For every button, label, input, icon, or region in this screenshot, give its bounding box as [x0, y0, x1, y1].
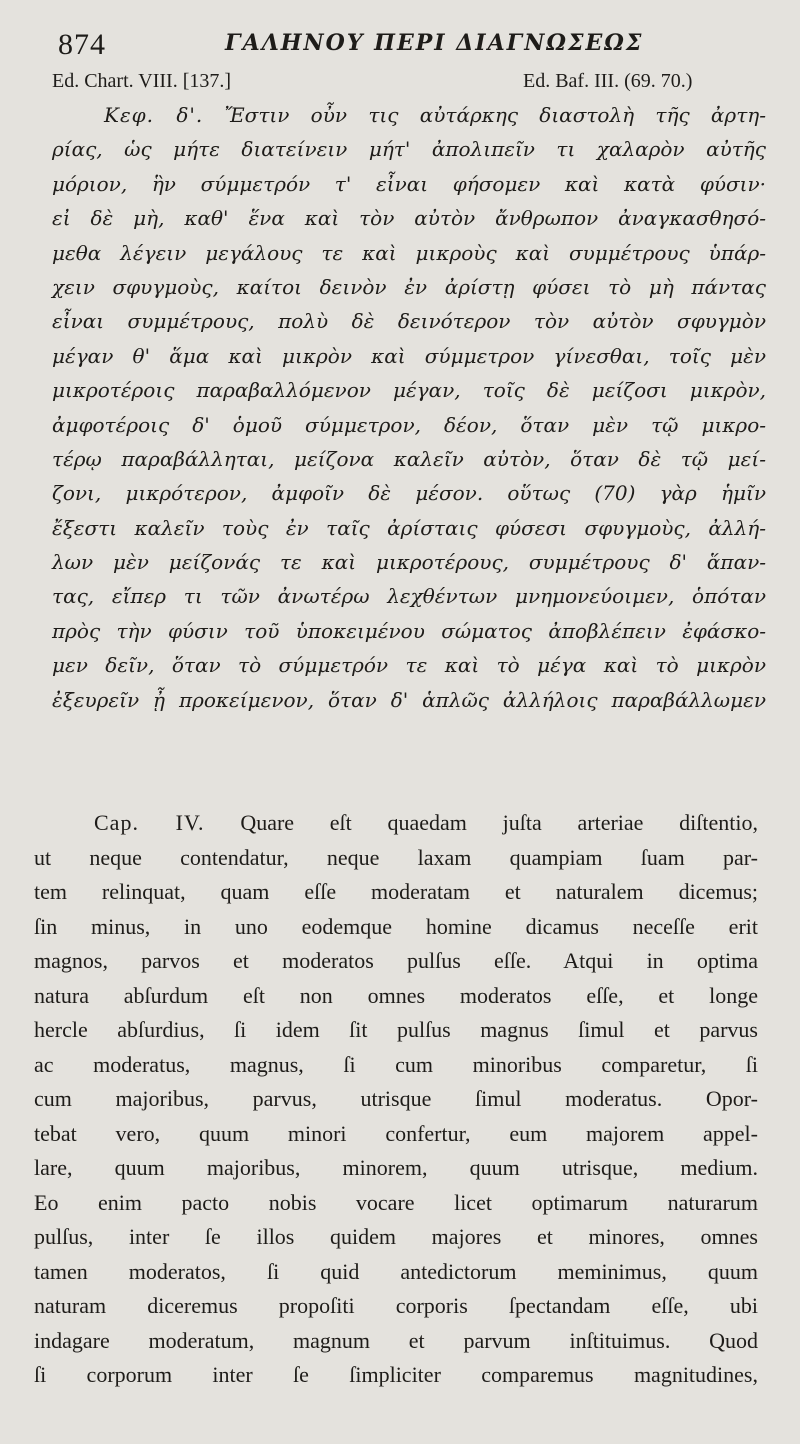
greek-line: ρίας, ὡς μήτε διατείνειν μήτ' ἀπολιπεῖν τι χαλαρὸν αὐτῆς	[52, 137, 766, 162]
greek-line: εἶναι συμμέτρους, πολὺ δὲ δεινότερον τὸν αὐτὸν σφυγμὸν	[52, 309, 766, 334]
edition-reference-right: Ed. Baf. III. (69. 70.)	[523, 70, 693, 92]
latin-line-text: Quare eſt quaedam juſta arteriae diſtentio,	[240, 810, 758, 835]
edition-reference-left: Ed. Chart. VIII. [137.]	[52, 70, 232, 92]
latin-chapter-label: Cap. IV.	[94, 810, 205, 835]
greek-line: εἰ δὲ μὴ, καθ' ἕνα καὶ τὸν αὐτὸν ἄνθρωπον ἀναγκασθησό-	[52, 206, 766, 231]
running-title: ΓΑΛΗΝΟΥ ΠΕΡΙ ΔΙΑΓΝΩΣΕΩΣ	[225, 30, 644, 56]
latin-line: lare, quum majoribus, minorem, quum utrisque, medium.	[34, 1155, 758, 1180]
greek-line: τας, εἴπερ τι τῶν ἀνωτέρω λεχθέντων μνημονεύοιμεν, ὁπόταν	[52, 584, 766, 609]
latin-line: cum majoribus, parvus, utrisque ſimul moderatus. Opor-	[34, 1086, 758, 1111]
greek-line: χειν σφυγμοὺς, καίτοι δεινὸν ἐν ἀρίστῃ φύσει τὸ μὴ πάντας	[52, 274, 766, 299]
page-number: 874	[58, 28, 106, 61]
greek-line: μικροτέροις παραβαλλόμενον μέγαν, τοῖς δὲ μείζοσι μικρὸν,	[52, 378, 766, 403]
latin-line: tamen moderatos, ſi quid antedictorum meminimus, quum	[34, 1258, 758, 1284]
latin-line: ut neque contendatur, neque laxam quampiam ſuam par-	[34, 844, 758, 870]
page-header	[0, 20, 800, 70]
latin-line: ſi corporum inter ſe ſimpliciter comparemus magnitudines,	[34, 1362, 758, 1387]
latin-line: naturam diceremus propoſiti corporis ſpectandam eſſe, ubi	[34, 1293, 758, 1318]
greek-line: ἀμφοτέροις δ' ὁμοῦ σύμμετρον, δέον, ὅταν μὲν τῷ μικρο-	[52, 412, 766, 437]
greek-line: μεθα λέγειν μεγάλους τε καὶ μικροὺς καὶ συμμέτρους ὑπάρ-	[52, 240, 766, 265]
greek-line-text: Ἔστιν οὖν τις αὐτάρκης διαστολὴ τῆς ἀρτη-	[224, 103, 766, 127]
latin-text-block	[34, 806, 758, 1393]
greek-line: μεν δεῖν, ὅταν τὸ σύμμετρόν τε καὶ τὸ μέγα καὶ τὸ μικρὸν	[52, 653, 766, 678]
latin-line: natura abſurdum eſt non omnes moderatos eſſe, et longe	[34, 982, 758, 1008]
greek-chapter-label: Κεφ. δ'.	[104, 103, 204, 127]
latin-line: ac moderatus, magnus, ſi cum minoribus comparetur, ſi	[34, 1051, 758, 1077]
latin-line: Eo enim pacto nobis vocare licet optimarum naturarum	[34, 1189, 758, 1215]
latin-line: magnos, parvos et moderatos pulſus eſſe. Atqui in optima	[34, 948, 758, 973]
latin-line: ſin minus, in uno eodemque homine dicamus neceſſe erit	[34, 913, 758, 939]
latin-line: indagare moderatum, magnum et parvum inſtituimus. Quod	[34, 1327, 758, 1353]
latin-line: hercle abſurdius, ſi idem ſit pulſus magnus ſimul et parvus	[34, 1017, 758, 1042]
greek-line: πρὸς τὴν φύσιν τοῦ ὑποκειμένου σώματος ἀποβλέπειν ἐφάσκο-	[52, 618, 766, 643]
latin-line: tebat vero, quum minori confertur, eum majorem appel-	[34, 1120, 758, 1146]
greek-line: λων μὲν μείζονάς τε καὶ μικροτέρους, συμμέτρους δ' ἅπαν-	[52, 550, 766, 575]
greek-line: μόριον, ἣν σύμμετρόν τ' εἶναι φήσομεν καὶ κατὰ φύσιν·	[52, 171, 766, 196]
greek-line: τέρῳ παραβάλληται, μείζονα καλεῖν αὐτὸν, ὅταν δὲ τῷ μεί-	[52, 446, 766, 471]
greek-line: ἔξεστι καλεῖν τοὺς ἐν ταῖς ἀρίσταις φύσεσι σφυγμοὺς, ἀλλή-	[52, 515, 766, 540]
greek-line	[52, 98, 766, 132]
greek-line: ζονι, μικρότερον, ἀμφοῖν δὲ μέσον. οὕτως (70) γὰρ ἡμῖν	[52, 481, 766, 506]
latin-line: tem relinquat, quam eſſe moderatam et naturalem dicemus;	[34, 879, 758, 904]
greek-line: ἐξευρεῖν ᾖ προκείμενον, ὅταν δ' ἁπλῶς ἀλλήλοις παραβάλλωμεν	[52, 687, 766, 712]
latin-line: pulſus, inter ſe illos quidem majores et minores, omnes	[34, 1224, 758, 1249]
latin-line	[34, 806, 758, 841]
greek-line: μέγαν θ' ἅμα καὶ μικρὸν καὶ σύμμετρον γίνεσθαι, τοῖς μὲν	[52, 343, 766, 368]
greek-text-block	[52, 98, 766, 717]
